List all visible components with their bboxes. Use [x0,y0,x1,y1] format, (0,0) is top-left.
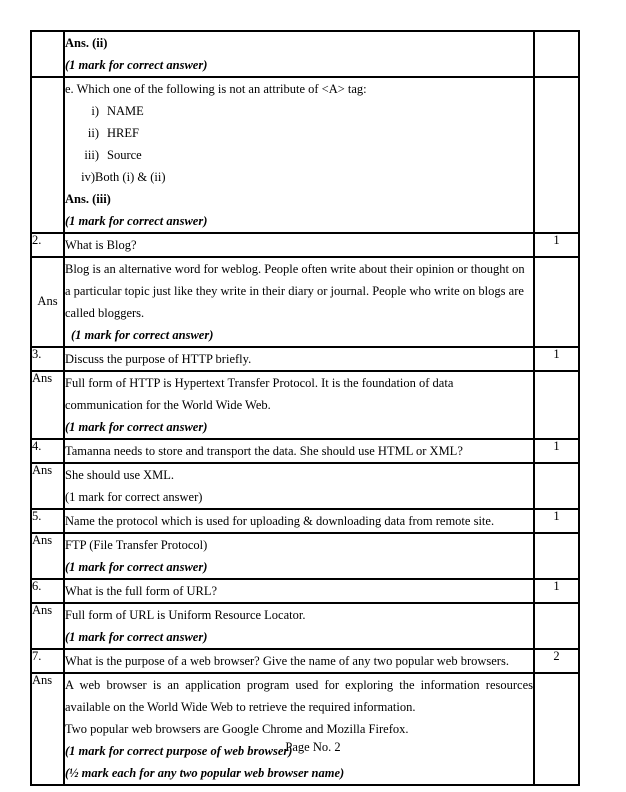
question-body-cell [64,31,534,77]
table-row [31,439,579,463]
table-row [31,533,579,579]
question-number-cell: 7. [31,649,64,673]
text-line: (1 mark for correct answer) [65,560,208,574]
text-line: (1 mark for correct answer) [71,328,214,342]
question-body-cell [64,257,534,347]
list-item-label: Source [107,148,142,162]
list-item-label: HREF [107,126,139,140]
text-line: Ans. (ii) [65,36,108,50]
question-body-cell [64,673,534,785]
text-line: FTP (File Transfer Protocol) [65,538,208,552]
question-body-cell [64,371,534,439]
text-line: Tamanna needs to store and transport the data. She should use HTML or XML? [65,444,463,458]
marks-cell [534,533,579,579]
text-line: Name the protocol which is used for uploading & downloading data from remote site. [65,514,495,528]
list-item [65,144,533,166]
list-item [65,100,533,122]
question-number-cell: Ans [31,533,64,579]
question-number-cell: 5. [31,509,64,533]
table-row [31,77,579,233]
table-row [31,509,579,533]
marks-cell [534,463,579,509]
question-number-cell: Ans [31,463,64,509]
text-line: Discuss the purpose of HTTP briefly. [65,352,252,366]
list-item [65,122,533,144]
question-number-cell: Ans [31,673,64,785]
table-row [31,257,579,347]
text-line: She should use XML. [65,468,175,482]
question-body-cell [64,533,534,579]
marks-cell [534,673,579,785]
table-row [31,603,579,649]
question-number-cell: 3. [31,347,64,371]
table-row [31,673,579,785]
text-line: (½ mark each for any two popular web browser name) [65,766,345,780]
question-body-cell [64,579,534,603]
text-line: Blog is an alternative word for weblog. People often write about their opinion or thought on a particular topic just like they write in their diary or journal. People who write on blogs are called bloggers. [65,262,525,320]
text-line: What is Blog? [65,238,137,252]
question-number-cell: Ans [31,603,64,649]
text-line: What is the purpose of a web browser? Give the name of any two popular web browsers. [65,654,509,668]
table-row [31,347,579,371]
question-body-cell [64,439,534,463]
text-line: (1 mark for correct answer) [65,630,208,644]
text-line: A web browser is an application program used for exploring the information resources available on the World Wide Web to retrieve the required information. [65,678,533,714]
question-number-cell: 2. [31,233,64,257]
text-line: (1 mark for correct answer) [65,420,208,434]
marks-cell [534,31,579,77]
text-line: Full form of HTTP is Hypertext Transfer Protocol. It is the foundation of data communication for the World Wide Web. [65,376,454,412]
list-item-label: Both (i) & (ii) [95,170,166,184]
question-body-cell [64,509,534,533]
text-line: e. Which one of the following is not an attribute of <A> tag: [65,82,367,96]
question-number-cell: 6. [31,579,64,603]
marks-cell [534,77,579,233]
question-body-cell [64,603,534,649]
table-row [31,649,579,673]
text-line: (1 mark for correct purpose of web browser) [65,744,293,758]
option-list [65,100,533,188]
table-row [31,579,579,603]
list-item-marker: i) [91,104,99,118]
answer-key-table [30,30,580,786]
text-line: Full form of URL is Uniform Resource Locator. [65,608,306,622]
marks-cell [534,257,579,347]
page-footer: Page No. 2 [285,740,341,754]
question-number-cell [31,31,64,77]
marks-cell: 1 [534,579,579,603]
table-row [31,371,579,439]
question-body-cell [64,649,534,673]
text-line: (1 mark for correct answer) [65,58,208,72]
list-item-marker: iii) [84,148,99,162]
question-body-cell [64,347,534,371]
marks-cell [534,371,579,439]
marks-cell: 1 [534,233,579,257]
question-number-cell: 4. [31,439,64,463]
list-item-label: NAME [107,104,144,118]
table-row [31,233,579,257]
marks-cell: 1 [534,347,579,371]
question-number-cell [31,77,64,233]
question-body-cell [64,463,534,509]
list-item [65,166,533,188]
list-item-marker: ii) [87,126,99,140]
question-body-cell [64,77,534,233]
question-body-cell [64,233,534,257]
marks-cell: 2 [534,649,579,673]
table-row [31,31,579,77]
table-row [31,463,579,509]
list-item-marker: iv) [81,170,95,184]
marks-cell: 1 [534,439,579,463]
marks-cell [534,603,579,649]
text-line: What is the full form of URL? [65,584,218,598]
text-line: (1 mark for correct answer) [65,214,208,228]
question-number-cell: Ans [31,371,64,439]
text-line: Ans. (iii) [65,192,111,206]
text-line: (1 mark for correct answer) [65,490,203,504]
text-line: Two popular web browsers are Google Chrome and Mozilla Firefox. [65,722,409,736]
question-number-cell: Ans [31,257,64,347]
marks-cell: 1 [534,509,579,533]
